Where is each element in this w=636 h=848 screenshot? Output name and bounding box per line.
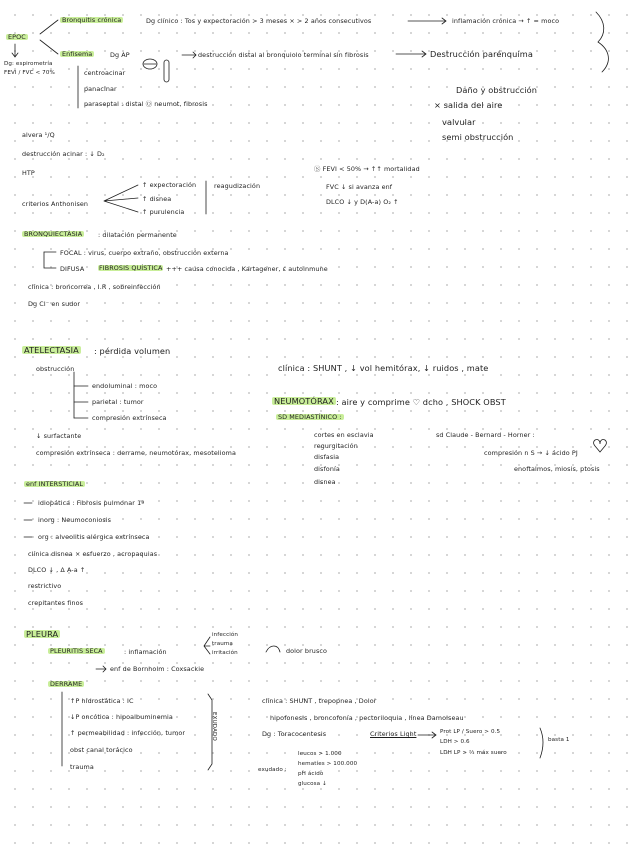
curly-bracket: [596, 12, 608, 72]
intersticial-item: org : alveolitis alérgica extrínseca: [38, 533, 150, 541]
mediastinico-item: cortes en esclavia: [314, 431, 374, 439]
mediastinico-item: disfasia: [314, 453, 340, 461]
compresion-extrinseca: compresión extrínseca : derrame, neumotórax, mesotelioma: [36, 449, 236, 457]
intersticial-title: enf INTERSTICIAL: [26, 480, 84, 488]
basta-1: basta 1: [548, 737, 570, 743]
lab-item: hematíes > 100.000: [298, 761, 358, 767]
arrow: [396, 51, 426, 57]
atelectasia-title: ATELECTASIA: [24, 345, 79, 355]
enfisema-type: panacinar: [84, 85, 117, 93]
enfisema-desc: destrucción distal al bronquiolo terminal sin fibrosis: [198, 51, 369, 59]
arrow: [182, 52, 196, 58]
bronquitis-dg: Dg clínico : Tos y expectoración > 3 meses × > 2 años consecutivos: [146, 17, 372, 25]
enfisema-label: Enfisema: [62, 50, 93, 58]
obstruccion-item: compresión extrínseca: [92, 414, 167, 422]
difusa-rest: +++ causa conocida , Kartagener, ε autoinmune: [166, 265, 328, 273]
light-item: LDH > 0.6: [440, 739, 470, 745]
neumotorax-label: NEUMOTÓRAX: [274, 396, 334, 406]
arrow: [408, 18, 446, 24]
dano-obstruccion: Daño y obstrucción: [456, 85, 538, 95]
dlco: DLCO ↓ y D(A-a) O₂ ↑: [326, 198, 399, 206]
obstruccion: obstrucción: [36, 365, 75, 373]
bornholm: enf de Bornholm : Coxsackie: [110, 665, 205, 673]
derrame-item: ↑P hidrostática : IC: [70, 697, 134, 705]
lung-sketch: [266, 646, 280, 652]
derrame-item: ↑ permeabilidad : infección, tumor: [70, 729, 186, 737]
exudado-label: exudado :: [258, 767, 287, 773]
lab-item: leucos > 1.000: [298, 751, 342, 757]
atelectasia-clinica: clínica : SHUNT , ↓ vol hemitórax, ↓ ruidos , mate: [278, 363, 489, 373]
claude-bernard: sd Claude - Bernard - Horner :: [436, 431, 535, 439]
reagudizacion: reagudización: [214, 182, 261, 190]
anthonisen-item: ↑ disnea: [142, 195, 172, 203]
bronquitis-result: inflamación crónica → ↑ = moco: [452, 17, 560, 25]
surfactante: ↓ surfactante: [36, 432, 82, 440]
intersticial-clinica: clínica disnea × esfuerzo , acropaquias: [28, 550, 158, 558]
down-arrow: [12, 44, 18, 57]
derrame-label: DERRAME: [50, 680, 83, 688]
pleura-dg: Dg : Toracocentesis: [262, 730, 327, 738]
derrame-item: ↓P oncótica : hipoalbuminemia: [70, 713, 173, 721]
branch-line: [204, 637, 210, 654]
light-item: LDH LP > ⅔ máx suero: [440, 750, 507, 756]
bracket: [540, 728, 543, 758]
bronquiectasia-dg: Dg Cl⁻ en sudor: [28, 300, 81, 308]
dolor-brusco: dolor brusco: [286, 647, 327, 655]
lab-item: pH ácido: [298, 771, 324, 777]
pleura-clinica: clínica : SHUNT , trepopnea , Dolor: [262, 697, 377, 705]
neumotorax-rest: : aire y comprime ♡ dcho , SHOCK OBST: [336, 397, 506, 407]
pleuritis-seca: PLEURITIS SECA: [50, 647, 103, 655]
bronquitis-label: Bronquitis crónica: [62, 16, 122, 24]
dash: [24, 503, 32, 537]
light-item: Prot LP / Suero > 0.5: [440, 729, 501, 735]
anthonisen: criterios Anthonisen: [22, 200, 89, 208]
tree-line: [44, 252, 56, 268]
derrame-item: trauma: [70, 763, 94, 771]
compresion-ns: compresión n S → ↓ ácido PJ: [484, 449, 578, 457]
destruccion-acinar: destrucción acinar : ↓ D₂: [22, 150, 105, 158]
pleura-title: PLEURA: [26, 629, 59, 639]
enoftalmos: enoftalmos, miosis, ptosis: [514, 465, 600, 473]
pleuritis-cause: infección: [212, 632, 239, 638]
bronquiectasia-title: BRONQUIECTASIA: [24, 230, 83, 238]
pleuritis-cause: trauma: [212, 641, 233, 647]
tube-sketch: [164, 60, 169, 82]
branch-line: [40, 20, 58, 34]
bronquiectasia-def: : dilatación permanente: [98, 231, 177, 239]
mediastinico-item: regurgitación: [314, 442, 358, 450]
pleuritis-rest: : inflamación: [124, 648, 167, 656]
enfisema-type: paraseptal : distal Ⓞ neumot, fibrosis: [84, 100, 208, 108]
eye-sketch: [594, 440, 607, 452]
lab-item: glucosa ↓: [298, 781, 327, 787]
epoc-dg: Dg: espirometría: [4, 61, 53, 67]
branch-line: [104, 185, 138, 212]
mediastinico-item: disnea: [314, 478, 336, 486]
intersticial-dlco: DLCO ↓ , Δ A-a ↑: [28, 566, 86, 574]
intersticial-item: inorg : Neumoconiosis: [38, 516, 112, 524]
arrow: [96, 666, 106, 672]
obstruccion-item: parietal : tumor: [92, 398, 144, 406]
mediastinico-item: disfonía: [314, 465, 340, 473]
obstruccion-item: endoluminal : moco: [92, 382, 158, 390]
fibrosis-quistica: FIBROSIS QUÍSTICA: [99, 264, 163, 272]
criterios-light: Criterios Light: [370, 730, 417, 738]
intersticial-item: idiopática : Fibrosis pulmonar 1ª: [38, 499, 145, 507]
enfisema-type: centroacinar: [84, 69, 126, 77]
fvc: FVC ↓ si avanza enf: [326, 183, 393, 191]
semi-obstruccion: semi obstrucción: [442, 132, 514, 142]
bracket: [208, 694, 212, 770]
enfisema-dg: Dg AP: [110, 51, 130, 59]
hipofonesis: hipofonesis , broncofonía , pectoriloquia , línea Damoiseau: [270, 714, 464, 722]
alvera: alvera ¹/Q: [22, 131, 55, 139]
derrame-item: obst canal torácico: [70, 746, 133, 754]
epoc-fevi: FEVI / FVC < 70%: [4, 70, 55, 76]
arrow: [418, 732, 436, 738]
sd-mediastinico: SD MEDIASTÍNICO :: [278, 413, 342, 421]
restrictivo: restrictivo: [28, 582, 62, 590]
branch-line: [40, 40, 58, 54]
salida-aire: × salida del aire: [434, 100, 503, 110]
tree-line: [74, 386, 88, 418]
htp: HTP: [22, 169, 35, 177]
epoc-label: EPOC: [8, 33, 26, 41]
crepitantes: crepitantes finos: [28, 599, 84, 607]
difusa-label: DIFUSA: [60, 265, 85, 273]
focal: FOCAL : virus, cuerpo extraño, obstrucción externa: [60, 249, 229, 257]
valvular: valvular: [442, 117, 476, 127]
anthonisen-item: ↑ expectoración: [142, 181, 197, 189]
fevi50: Ⓢ FEVI < 50% → ↑↑ mortalidad: [314, 165, 420, 173]
enfisema-result: Destrucción parénquima: [430, 49, 533, 59]
pleuritis-cause: irritación: [212, 650, 238, 656]
bronquiectasia-clinica: clínica : broncorrea , I.R , sobreinfección: [28, 283, 161, 291]
atelectasia-def: : pérdida volumen: [94, 346, 171, 356]
anthonisen-item: ↑ purulencia: [142, 208, 185, 216]
exudado-vertical: EXUDADO: [211, 712, 217, 741]
